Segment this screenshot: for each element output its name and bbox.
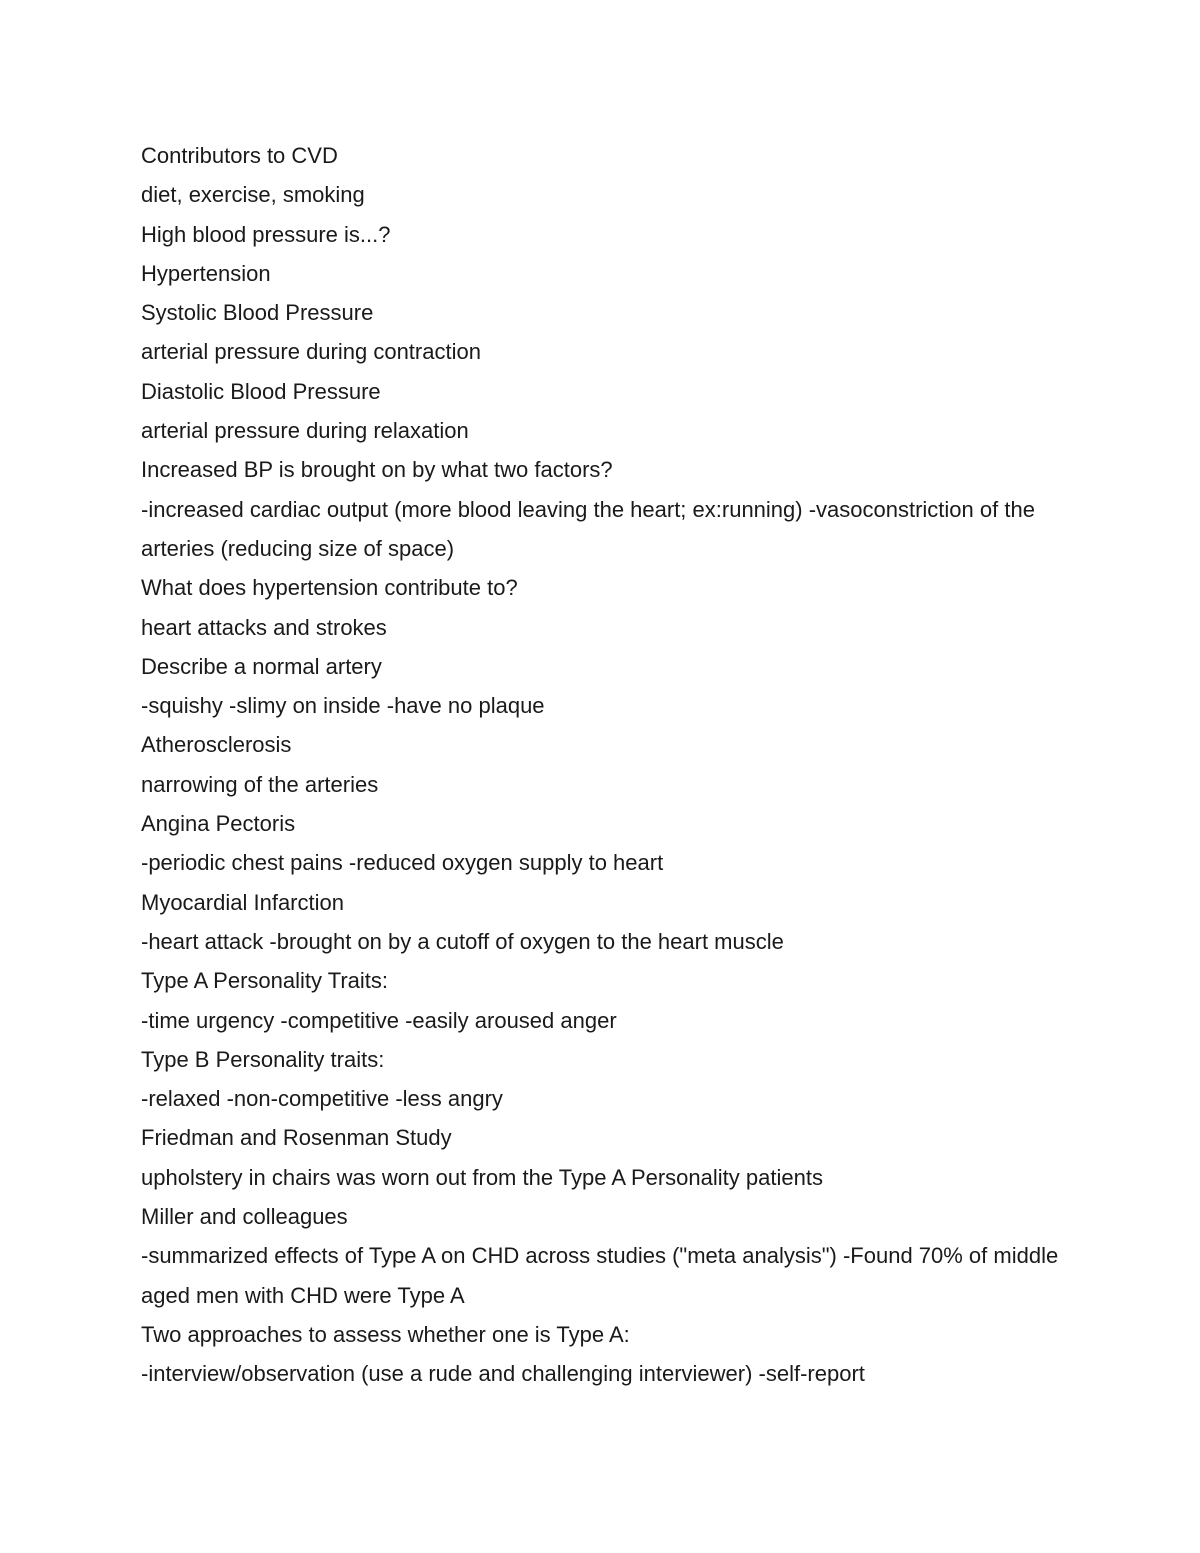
term-line: Miller and colleagues	[141, 1204, 348, 1230]
term-line: Friedman and Rosenman Study	[141, 1125, 452, 1151]
definition-line: Hypertension	[141, 260, 271, 286]
definition-line: arterial pressure during contraction	[141, 339, 481, 365]
term-line: Myocardial Infarction	[141, 889, 344, 915]
definition-line: heart attacks and strokes	[141, 614, 387, 640]
definition-line: upholstery in chairs was worn out from the Type A Personality patients	[141, 1164, 823, 1190]
term-line: Increased BP is brought on by what two factors?	[141, 457, 613, 483]
definition-line: -relaxed -non-competitive -less angry	[141, 1086, 503, 1112]
term-line: Angina Pectoris	[141, 811, 296, 837]
term-line: High blood pressure is...?	[141, 221, 391, 247]
definition-line: -increased cardiac output (more blood leaving the heart; ex:running) -vasoconstriction of the arteries (reducing size of space)	[141, 496, 1035, 561]
definition-line: arterial pressure during relaxation	[141, 418, 469, 444]
definition-line: diet, exercise, smoking	[141, 182, 365, 208]
definition-line: -interview/observation (use a rude and challenging interviewer) -self-report	[141, 1361, 865, 1387]
definition-line: narrowing of the arteries	[141, 771, 379, 797]
term-line: Systolic Blood Pressure	[141, 300, 374, 326]
definition-line: -heart attack -brought on by a cutoff of oxygen to the heart muscle	[141, 928, 784, 954]
term-line: Describe a normal artery	[141, 653, 382, 679]
term-line: What does hypertension contribute to?	[141, 575, 518, 601]
term-line: Type A Personality Traits:	[141, 968, 389, 994]
term-line: Atherosclerosis	[141, 732, 292, 758]
term-line: Diastolic Blood Pressure	[141, 378, 381, 404]
definition-line: -time urgency -competitive -easily aroused anger	[141, 1007, 617, 1033]
document-body	[141, 136, 1071, 1394]
term-line: Contributors to CVD	[141, 143, 338, 168]
definition-line: -squishy -slimy on inside -have no plaque	[141, 693, 545, 719]
definition-line: -periodic chest pains -reduced oxygen supply to heart	[141, 850, 664, 876]
term-line: Two approaches to assess whether one is Type A:	[141, 1321, 630, 1347]
definition-line: -summarized effects of Type A on CHD across studies ("meta analysis") -Found 70% of middle aged men with CHD were Type A	[141, 1243, 1059, 1308]
term-line: Type B Personality traits:	[141, 1046, 385, 1072]
